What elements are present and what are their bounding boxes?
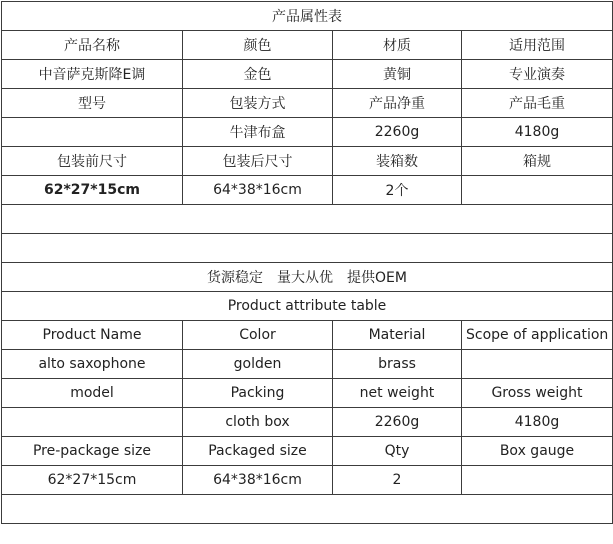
cn-header-box-gauge: 箱规 xyxy=(462,147,613,176)
en-value-gross-weight: 4180g xyxy=(462,408,613,437)
cn-header-packaged-size: 包装后尺寸 xyxy=(183,147,333,176)
blank-row xyxy=(2,495,613,524)
en-value-box-gauge xyxy=(462,466,613,495)
cn-header-qty: 装箱数 xyxy=(333,147,462,176)
en-value-packing: cloth box xyxy=(183,408,333,437)
cn-value-packaged-size: 64*38*16cm xyxy=(183,176,333,205)
en-header-row-3 xyxy=(2,437,613,466)
en-header-packaged-size: Packaged size xyxy=(183,437,333,466)
slogan-row xyxy=(2,263,613,292)
cn-header-scope: 适用范围 xyxy=(462,31,613,60)
en-value-model xyxy=(2,408,183,437)
blank-cell xyxy=(2,205,613,234)
cn-header-packing: 包装方式 xyxy=(183,89,333,118)
cn-header-product-name: 产品名称 xyxy=(2,31,183,60)
cn-header-material: 材质 xyxy=(333,31,462,60)
product-attribute-sheet xyxy=(0,1,613,544)
cn-value-product-name: 中音萨克斯降E调 xyxy=(2,60,183,89)
cn-header-row-3 xyxy=(2,147,613,176)
cn-value-row-3 xyxy=(2,176,613,205)
cn-value-qty: 2个 xyxy=(333,176,462,205)
cn-header-row xyxy=(2,31,613,60)
blank-cell xyxy=(2,234,613,263)
cn-value-material: 黄铜 xyxy=(333,60,462,89)
en-header-material: Material xyxy=(333,321,462,350)
en-header-row xyxy=(2,321,613,350)
cn-value-row-2 xyxy=(2,118,613,147)
en-header-packing: Packing xyxy=(183,379,333,408)
cn-header-pre-package-size: 包装前尺寸 xyxy=(2,147,183,176)
en-value-row-3 xyxy=(2,466,613,495)
en-value-material: brass xyxy=(333,350,462,379)
cn-title-row xyxy=(2,2,613,31)
en-value-packaged-size: 64*38*16cm xyxy=(183,466,333,495)
cn-value-gross-weight: 4180g xyxy=(462,118,613,147)
en-header-model: model xyxy=(2,379,183,408)
en-header-gross-weight: Gross weight xyxy=(462,379,613,408)
en-value-qty: 2 xyxy=(333,466,462,495)
en-value-row-2 xyxy=(2,408,613,437)
en-value-row xyxy=(2,350,613,379)
en-header-box-gauge: Box gauge xyxy=(462,437,613,466)
en-header-scope: Scope of application xyxy=(462,321,613,350)
en-header-net-weight: net weight xyxy=(333,379,462,408)
cn-value-model xyxy=(2,118,183,147)
cn-header-model: 型号 xyxy=(2,89,183,118)
cn-value-net-weight: 2260g xyxy=(333,118,462,147)
blank-row xyxy=(2,234,613,263)
blank-row xyxy=(2,205,613,234)
cn-value-color: 金色 xyxy=(183,60,333,89)
cn-value-row xyxy=(2,60,613,89)
blank-cell xyxy=(2,495,613,524)
cn-header-net-weight: 产品净重 xyxy=(333,89,462,118)
cn-value-pre-package-size: 62*27*15cm xyxy=(2,176,183,205)
cn-header-color: 颜色 xyxy=(183,31,333,60)
cn-value-scope: 专业演奏 xyxy=(462,60,613,89)
en-value-product-name: alto saxophone xyxy=(2,350,183,379)
cn-header-gross-weight: 产品毛重 xyxy=(462,89,613,118)
cn-table-title: 产品属性表 xyxy=(2,2,613,31)
en-value-scope xyxy=(462,350,613,379)
en-header-row-2 xyxy=(2,379,613,408)
cn-value-packing: 牛津布盒 xyxy=(183,118,333,147)
cn-value-box-gauge xyxy=(462,176,613,205)
en-value-pre-package-size: 62*27*15cm xyxy=(2,466,183,495)
en-title-row xyxy=(2,292,613,321)
en-header-color: Color xyxy=(183,321,333,350)
en-header-pre-package-size: Pre-package size xyxy=(2,437,183,466)
en-table-title: Product attribute table xyxy=(2,292,613,321)
en-header-product-name: Product Name xyxy=(2,321,183,350)
product-attribute-table xyxy=(1,1,613,524)
supply-slogan: 货源稳定 量大从优 提供OEM xyxy=(2,263,613,292)
en-header-qty: Qty xyxy=(333,437,462,466)
cn-header-row-2 xyxy=(2,89,613,118)
en-value-color: golden xyxy=(183,350,333,379)
en-value-net-weight: 2260g xyxy=(333,408,462,437)
